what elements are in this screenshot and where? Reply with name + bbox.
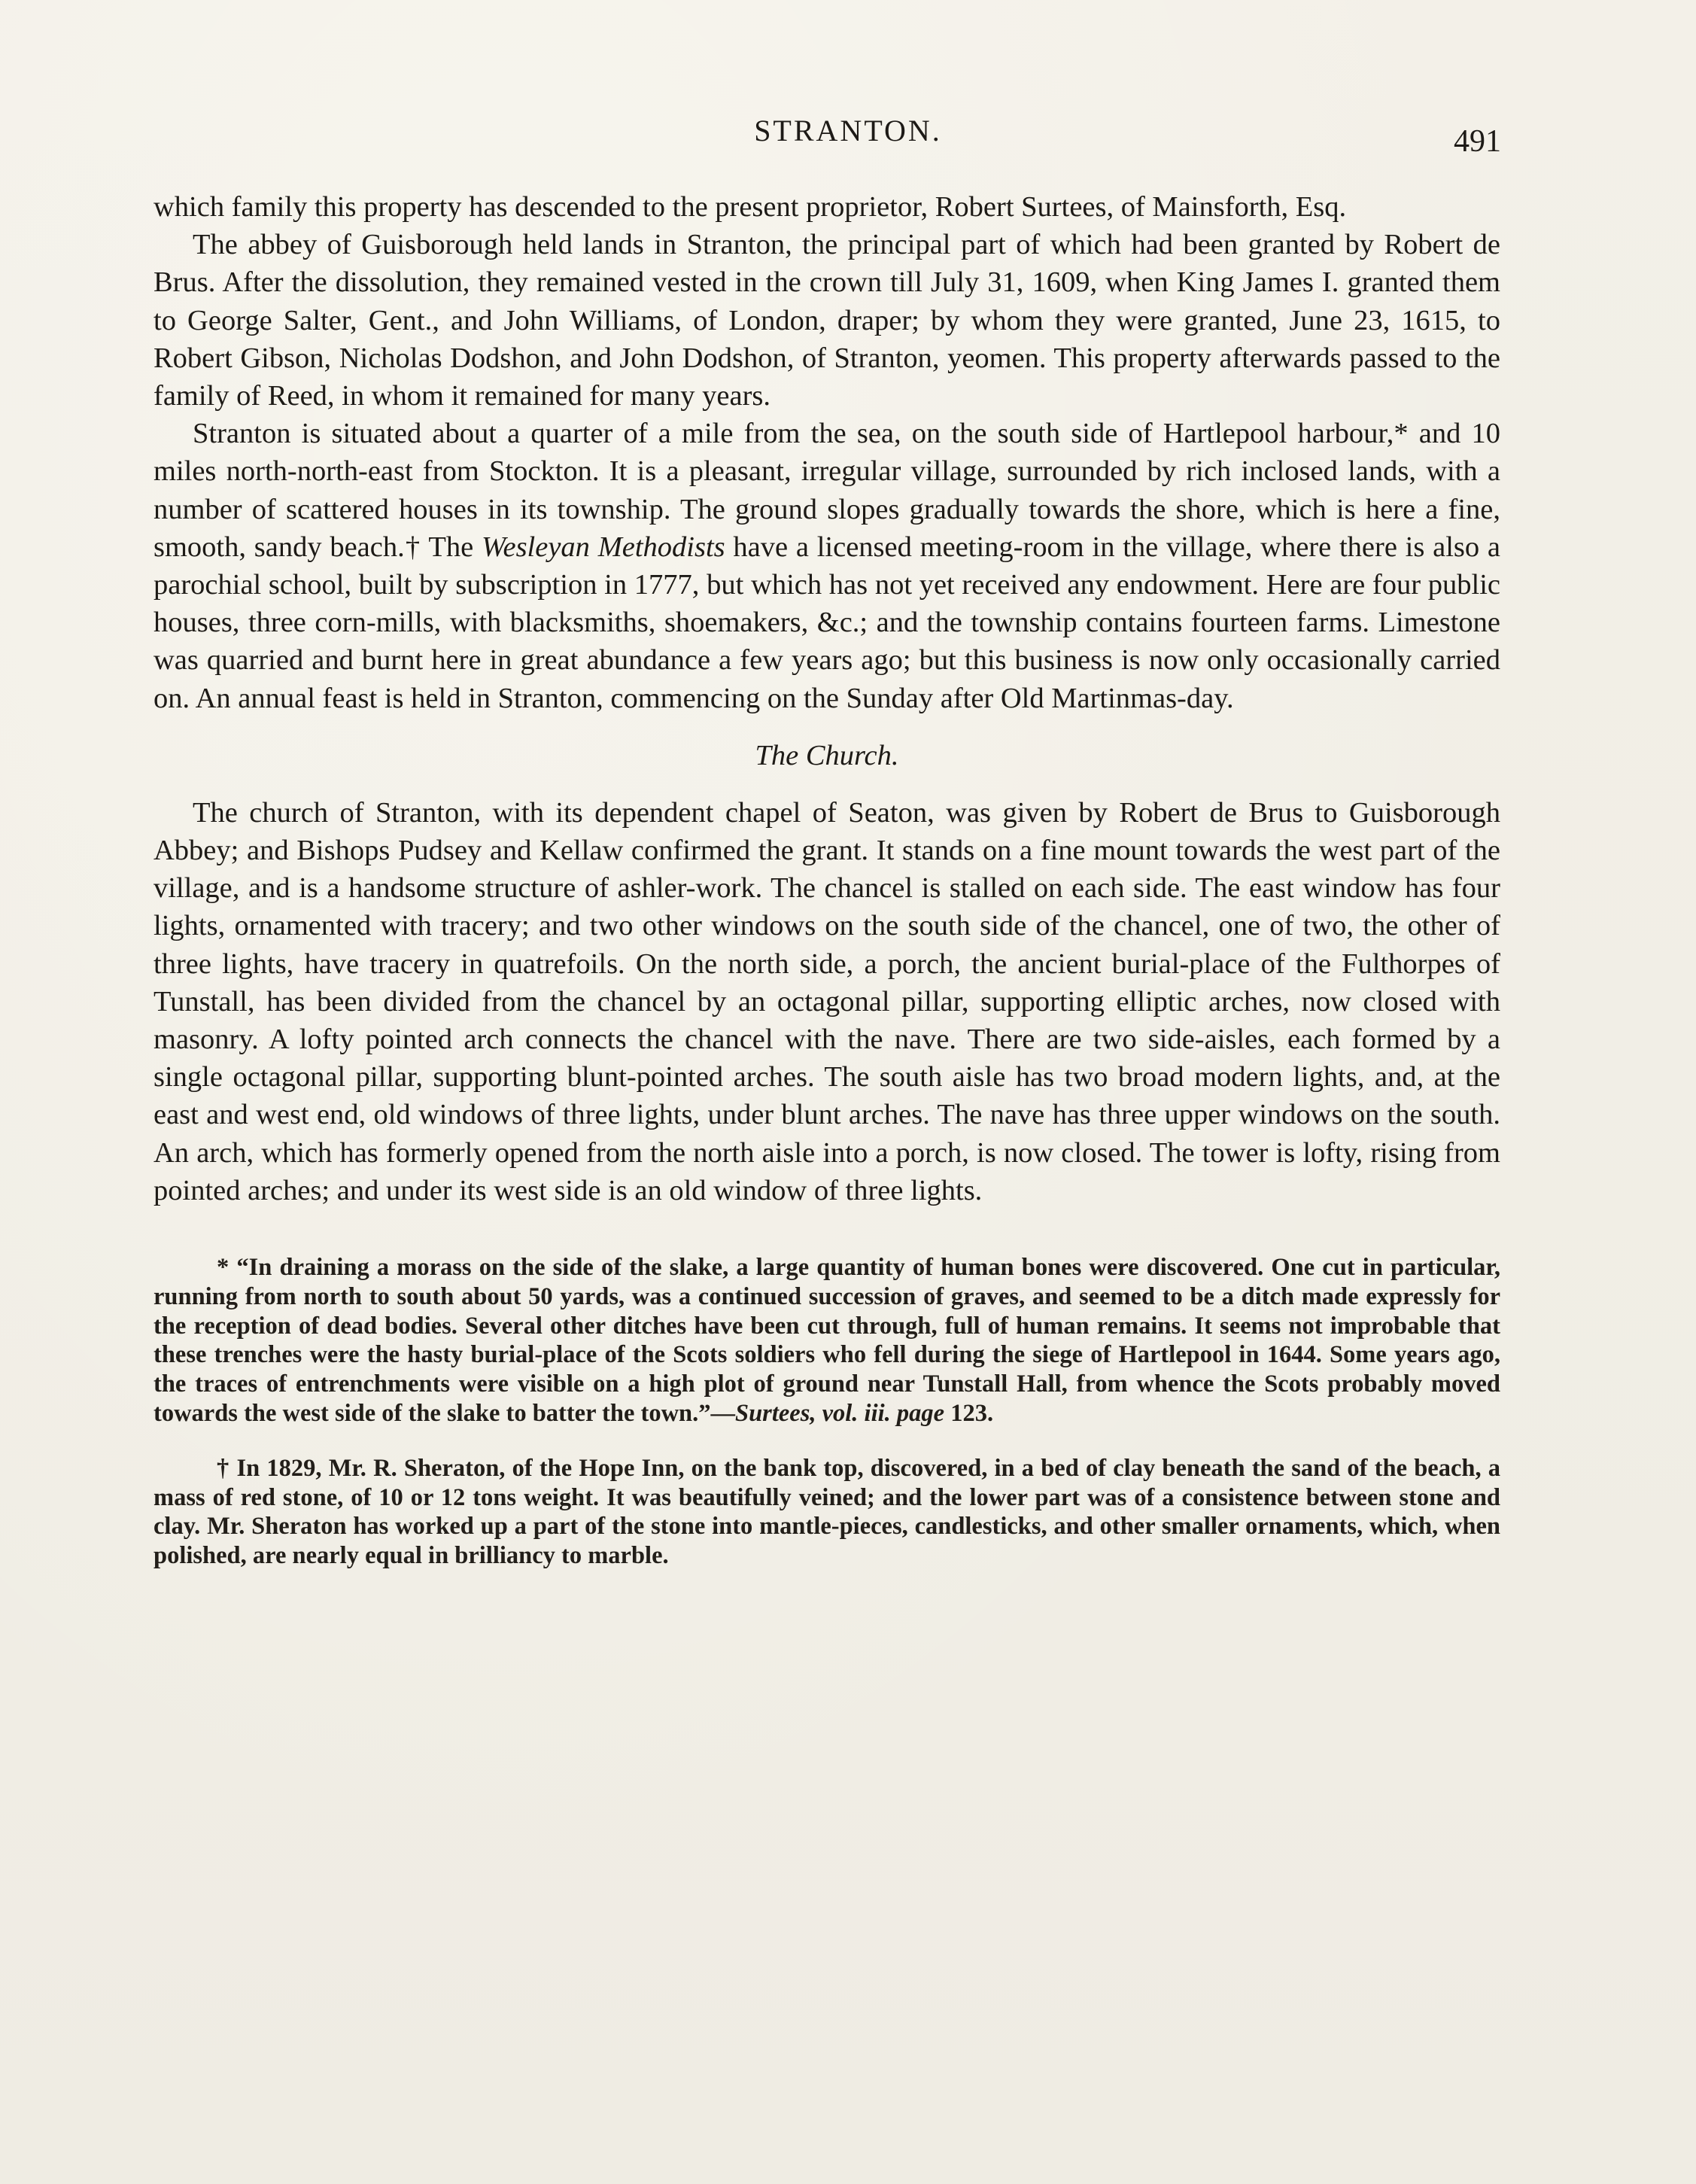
stranton-text-part2: have a licensed meeting-room in the village, where there is also a parochial school, built by subscription in 1777, but which has not yet received any endowment. Here are four public houses, three corn-mills, with blacksmiths, shoemakers, &c.; and the township contains fourteen farms. Limestone was quarried and burnt here in great abundance a few years ago; but this business is now only occasionally carried on. An annual feast is held in Stranton, commencing on the Sunday after Old Martinmas-day. [153,531,1500,714]
stranton-text-part1: Stranton is situated about a quarter of a mile from the sea, on the south side of Hartlepool harbour,* and 10 miles north-north-east from Stockton. It is a pleasant, irregular village, surrounded by rich inclosed lands, with a number of scattered houses in its township. The ground slopes gradually towards the shore, which is here a fine, smooth, sandy beach.† The [153,418,1500,563]
footnote-gap [153,1209,1500,1253]
footnote-asterisk [153,1253,1500,1428]
main-text [153,188,1500,1571]
footnote-asterisk-page: 123. [944,1400,994,1428]
footnote-asterisk-text: * “In draining a morass on the side of the slake, a large quantity of human bones were discovered. One cut in particular, running from north to south about 50 yards, was a continued succession of graves, and seemed to be a ditch made expressly for the reception of dead bodies. Several other ditches have been cut through, full of human remains. It seems not improbable that these trenches were the hasty burial-place of the Scots soldiers who fell during the siege of Hartlepool in 1644. Some years ago, the traces of entrenchments were visible on a high plot of ground near Tunstall Hall, from whence the Scots probably moved towards the west side of the slake to batter the town.”— [153,1254,1500,1428]
continuation-paragraph: which family this property has descended to the present proprietor, Robert Surtees, of Mainsforth, Esq. [153,191,1347,223]
abbey-paragraph: The abbey of Guisborough held lands in Stranton, the principal part of which had been granted by Robert de Brus. After the dissolution, they remained vested in the crown till July 31, 1609, when King James I. granted them to George Salter, Gent., and John Williams, of London, draper; by whom they were granted, June 23, 1615, to Robert Gibson, Nicholas Dodshon, and John Dodshon, of Stranton, yeomen. This property afterwards passed to the family of Reed, in whom it remained for many years. [153,229,1500,412]
footnote-dagger: † In 1829, Mr. R. Sheraton, of the Hope Inn, on the bank top, discovered, in a bed of clay beneath the sand of the beach, a mass of red stone, of 10 or 12 tons weight. It was beautifully veined; and the lower part was of a consistence between stone and clay. Mr. Sheraton has worked up a part of the stone into mantle-pieces, candlesticks, and other smaller ornaments, which, when polished, are nearly equal in brilliancy to marble. [153,1454,1500,1570]
church-paragraph: The church of Stranton, with its dependent chapel of Seaton, was given by Robert de Brus to Guisborough Abbey; and Bishops Pudsey and Kellaw confirmed the grant. It stands on a fine mount towards the west part of the village, and is a handsome structure of ashler-work. The chancel is stalled on each side. The east window has four lights, ornamented with tracery; and two other windows on the south side of the chancel, one of two, the other of three lights, have tracery in quatrefoils. On the north side, a porch, the ancient burial-place of the Fulthorpes of Tunstall, has been divided from the chancel by an octagonal pillar, supporting elliptic arches, now closed with masonry. A lofty pointed arch connects the chancel with the nave. There are two side-aisles, each formed by a single octagonal pillar, supporting blunt-pointed arches. The south aisle has two broad modern lights, and, at the east and west end, old windows of three lights, under blunt arches. The nave has three upper windows on the south. An arch, which has formerly opened from the north aisle into a porch, is now closed. The tower is lofty, rising from pointed arches; and under its west side is an old window of three lights. [153,796,1500,1206]
page-number: 491 [1454,124,1501,159]
stranton-text-italic: Wesleyan Methodists [481,531,725,563]
church-heading: The Church. [755,739,899,771]
stranton-paragraph [153,415,1500,717]
running-title: STRANTON. [754,114,942,148]
footnote-asterisk-source: Surtees, vol. iii. page [735,1400,945,1428]
